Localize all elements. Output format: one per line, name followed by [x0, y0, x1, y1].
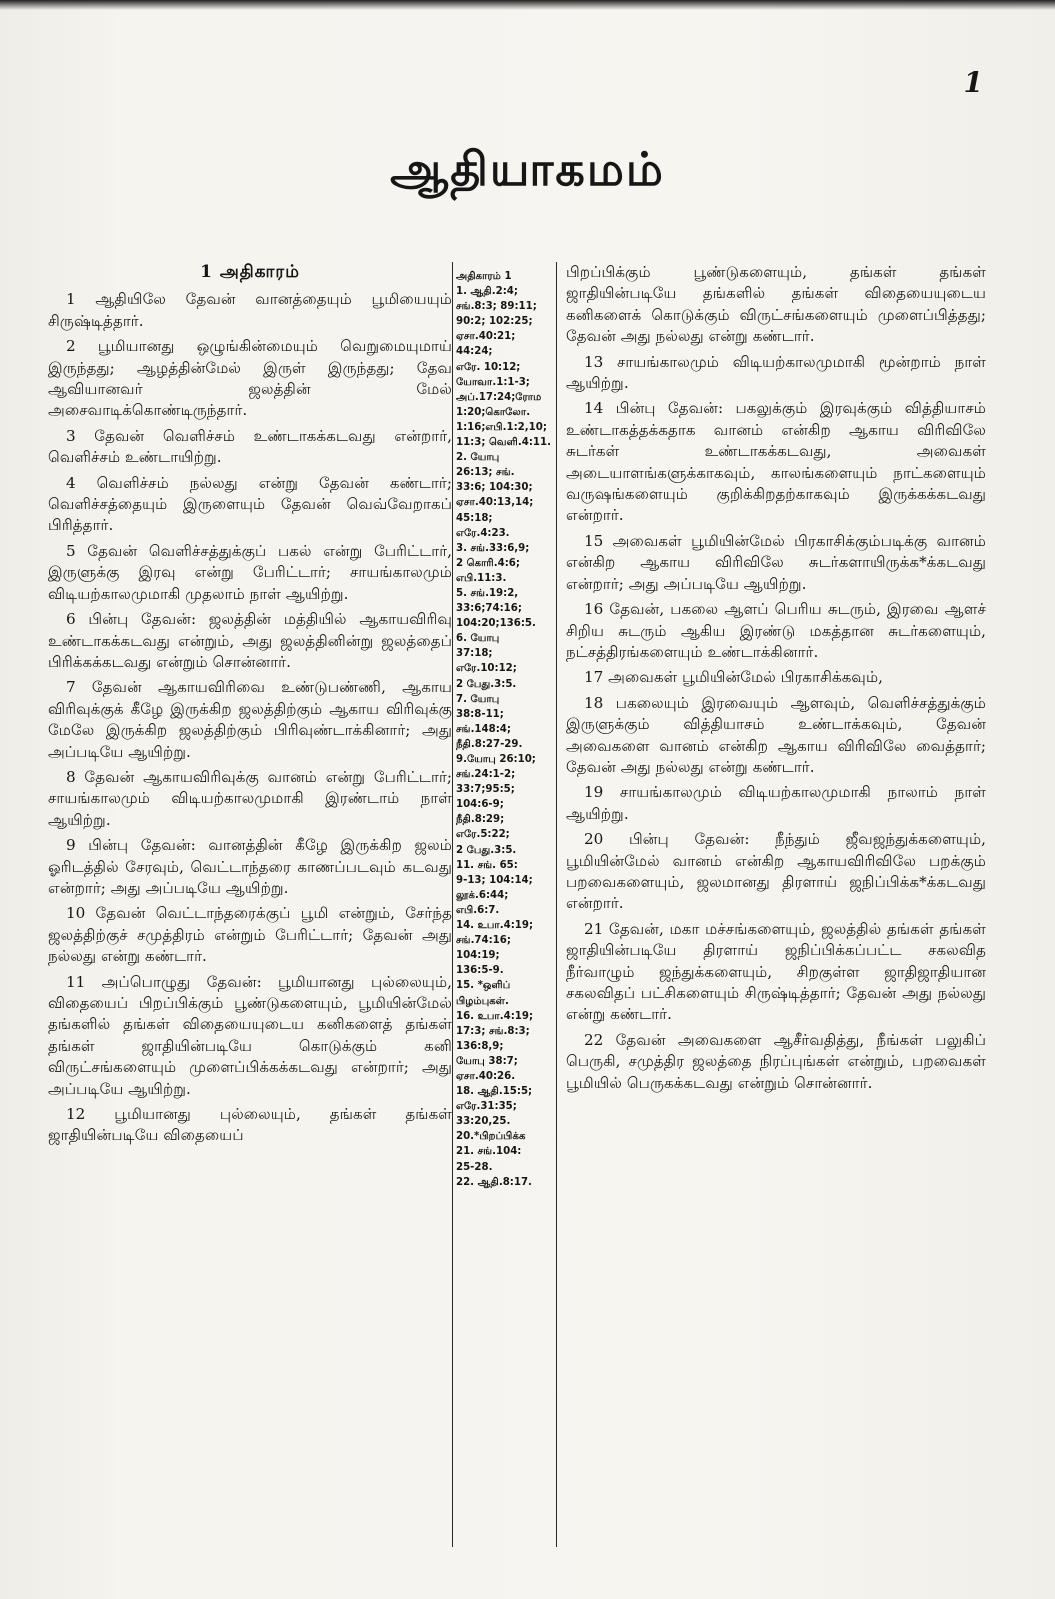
right-text-column [566, 262, 986, 1098]
cross-reference-line: 6. யோபு [456, 633, 500, 645]
column-divider-right [556, 262, 557, 1547]
cross-reference-line: சங்.24:1-2; [456, 769, 516, 781]
cross-reference-line: 1. ஆதி.2:4; [456, 286, 518, 298]
cross-reference-column [456, 270, 552, 1191]
cross-reference-line: அதிகாரம் 1 [456, 271, 512, 282]
cross-reference-line: 26:13; சங். [456, 467, 515, 479]
cross-reference-line: 22. ஆதி.8:17. [456, 1176, 532, 1188]
cross-reference-line: 136:8,9; [456, 1040, 504, 1052]
cross-reference-line: ஏசா.40:26. [456, 1070, 516, 1082]
cross-reference-line: சங்.8:3; 89:11; [456, 301, 537, 313]
cross-reference-line: 11:3; வெளி.4:11. [456, 437, 551, 449]
cross-reference-line: நீதி.8:29; [456, 814, 505, 826]
cross-reference-line: எபி.11:3. [456, 572, 507, 584]
cross-reference-line: 11. சங். 65: [456, 859, 518, 871]
verse: 8 தேவன் ஆகாயவிரிவுக்கு வானம் என்று பேரிட்டார்; சாயங்காலமும் விடியற்காலமுமாகி இரண்டாம் நாள் ஆயிற்று. [48, 767, 452, 829]
cross-reference-line: 104:20;136:5. [456, 618, 536, 630]
cross-reference-line: 2 பேது.3:5. [456, 678, 517, 690]
verse: 20 பின்பு தேவன்: நீந்தும் ஜீவஜந்துக்களையும், பூமியின்மேல் வானம் என்கிற ஆகாயவிரிவிலே பறக்கும் பறவைகளையும், ஜலமானது திரளாய் ஜநிப்பிக்க*க்கடவது என்றார். [566, 830, 986, 913]
verse: 15 அவைகள் பூமியின்மேல் பிரகாசிக்கும்படிக்கு வானம் என்கிற ஆகாய விரிவிலே சுடர்களாயிருக்க*க்கடவது என்றார்; அது அப்படியே ஆயிற்று. [566, 531, 986, 593]
cross-reference-line: ஏசா.40:13,14; [456, 497, 534, 509]
verse: 3 தேவன் வெளிச்சம் உண்டாகக்கடவது என்றார், வெளிச்சம் உண்டாயிற்று. [48, 426, 452, 467]
verse: 22 தேவன் அவைகளை ஆசீர்வதித்து, நீங்கள் பலுகிப் பெருகி, சமுத்திர ஜலத்தை நிரப்புங்கள் என்றும், பறவைகள் பூமியில் பெருகக்கடவது என்றும் சொன்னார். [566, 1030, 986, 1092]
cross-reference-line: 33:20,25. [456, 1116, 511, 1128]
book-title: ஆதியாகமம் [390, 142, 665, 196]
cross-reference-line: பிழம்புகள். [456, 995, 509, 1007]
cross-reference-line: 7. யோபு [456, 693, 500, 705]
verse: 10 தேவன் வெட்டாந்தரைக்குப் பூமி என்றும், சேர்ந்த ஜலத்திற்குச் சமுத்திரம் என்றும் பேரிட்டார்; தேவன் அது நல்லது என்று கண்டார். [48, 904, 452, 966]
chapter-heading: 1 அதிகாரம் [200, 262, 300, 282]
cross-reference-line: சங்.74:16; [456, 935, 511, 947]
verse: 12 பூமியானது புல்லையும், தங்கள் தங்கள் ஜாதியின்படியே விதையைப் [48, 1105, 452, 1145]
verse: 4 வெளிச்சம் நல்லது என்று தேவன் கண்டார்; வெளிச்சத்தையும் இருளையும் தேவன் வெவ்வேறாகப் பிரித்தார். [48, 473, 452, 535]
verse: 21 தேவன், மகா மச்சங்களையும், ஜலத்தில் தங்கள் தங்கள் ஜாதியின்படியே திரளாய் ஜநிப்பிக்கப்பட்ட சகலவித நீர்வாழும் ஜந்துக்களையும், சிறகுள்ள ஜாதிஜாதியான சகலவிதப் பட்சிகளையும் சிருஷ்டித்தார்; தேவன் அது நல்லது என்று கண்டார். [566, 919, 986, 1024]
verse: 7 தேவன் ஆகாயவிரிவை உண்டுபண்ணி, ஆகாய விரிவுக்குக் கீழே இருக்கிற ஜலத்திற்கும் ஆகாய விரிவுக்கு மேலே இருக்கிற ஜலத்திற்கும் பிரிவுண்டாக்கினார்; அது அப்படியே ஆயிற்று. [48, 678, 452, 761]
cross-reference-line: எபி.6:7. [456, 904, 500, 916]
cross-reference-line: எரே.31:35; [456, 1101, 517, 1113]
cross-reference-line: 18. ஆதி.15:5; [456, 1086, 533, 1098]
cross-reference-line: யோபு 38:7; [456, 1055, 518, 1067]
cross-reference-line: 104:6-9; [456, 799, 504, 811]
cross-reference-line: 25-28. [456, 1161, 493, 1173]
column-divider-left [452, 262, 453, 1547]
cross-reference-line: 44:24; [456, 346, 493, 358]
cross-reference-line: லூக்.6:44; [456, 889, 509, 901]
cross-reference-line: எரே.4:23. [456, 527, 510, 539]
verse: 14 பின்பு தேவன்: பகலுக்கும் இரவுக்கும் வித்தியாசம் உண்டாகத்தக்கதாக வானம் என்கிற ஆகாய விரிவிலே சுடர்கள் உண்டாகக்கடவது, அவைகள் அடையாளங்களுக்காகவும், காலங்களையும் நாட்களையும் வருஷங்களையும் குறிக்கிறதற்காகவும் இருக்கக்கடவது என்றார். [566, 399, 986, 525]
cross-reference-line: 2 பேது.3:5. [456, 844, 517, 856]
cross-reference-line: 37:18; [456, 648, 493, 660]
verse: 13 சாயங்காலமும் விடியற்காலமுமாகி மூன்றாம் நாள் ஆயிற்று. [566, 352, 986, 393]
cross-reference-line: 2 கொரி.4:6; [456, 557, 520, 569]
verse: 19 சாயங்காலமும் விடியற்காலமுமாகி நாலாம் நாள் ஆயிற்று. [566, 783, 986, 823]
cross-reference-line: 33:6;74:16; [456, 603, 522, 615]
verse: 1 ஆதியிலே தேவன் வானத்தையும் பூமியையும் சிருஷ்டித்தார். [48, 290, 452, 330]
cross-reference-line: 2. யோபு [456, 452, 500, 464]
cross-reference-line: 14. உபா.4:19; [456, 920, 534, 932]
cross-reference-line: 9-13; 104:14; [456, 874, 533, 886]
cross-reference-line: 33:6; 104:30; [456, 482, 533, 494]
cross-reference-line: ஏசா.40:21; [456, 331, 516, 343]
cross-reference-line: 45:18; [456, 512, 493, 524]
verse: 18 பகலையும் இரவையும் ஆளவும், வெளிச்சத்துக்கும் இருளுக்கும் வித்தியாசம் உண்டாக்கவும், தேவன் அவைகளை வானம் என்கிற ஆகாய விரிவிலே வைத்தார்; தேவன் அது நல்லது என்று கண்டார். [566, 693, 986, 776]
verse: 6 பின்பு தேவன்: ஜலத்தின் மத்தியில் ஆகாயவிரிவு உண்டாகக்கடவது என்றும், அது ஜலத்தினின்று ஜலத்தைப் பிரிக்கக்கடவது என்றும் சொன்னார். [48, 610, 452, 671]
cross-reference-line: அப்.17:24;ரோம [456, 391, 542, 403]
cross-reference-line: 5. சங்.19:2, [456, 587, 519, 599]
cross-reference-line: நீதி.8:27-29. [456, 738, 523, 750]
cross-reference-line: 1:16;எபி.1:2,10; [456, 421, 547, 433]
verse-continuation: பிறப்பிக்கும் பூண்டுகளையும், தங்கள் தங்கள் ஜாதியின்படியே தங்களில் தங்கள் விதையையுடைய கனிகளைக் கொடுக்கும் விருட்சங்களையும் முளைப்பித்தது; தேவன் அது நல்லது என்று கண்டார். [566, 263, 986, 346]
cross-reference-line: யோவா.1:1-3; [456, 376, 530, 388]
left-text-column [48, 262, 452, 1151]
cross-reference-line: 16. உபா.4:19; [456, 1010, 534, 1022]
cross-reference-line: 38:8-11; [456, 708, 504, 720]
verse: 17 அவைகள் பூமியின்மேல் பிரகாசிக்கவும், [584, 668, 883, 687]
cross-reference-line: 20.*பிறப்பிக்க [456, 1131, 526, 1143]
cross-reference-line: 15. *ஒளிப் [456, 980, 511, 992]
cross-reference-line: 33:7;95:5; [456, 784, 515, 796]
cross-reference-line: எரே.5:22; [456, 829, 510, 841]
verse: 2 பூமியானது ஒழுங்கின்மையும் வெறுமையுமாய் இருந்தது; ஆழத்தின்மேல் இருள் இருந்தது; தேவ ஆவியானவர் ஜலத்தின் மேல் அசைவாடிக்கொண்டிருந்தார். [48, 337, 452, 420]
cross-reference-line: 136:5-9. [456, 965, 504, 977]
cross-reference-line: 104:19; [456, 950, 500, 962]
cross-reference-line: எரே. 10:12; [456, 361, 521, 373]
cross-reference-line: 90:2; 102:25; [456, 316, 533, 328]
page-top-shadow [0, 0, 1055, 10]
page-number: 1 [963, 66, 983, 99]
cross-reference-line: எரே.10:12; [456, 663, 517, 675]
verse: 16 தேவன், பகலை ஆளப் பெரிய சுடரும், இரவை ஆளச் சிறிய சுடரும் ஆகிய இரண்டு மகத்தான சுடர்களையும், நட்சத்திரங்களையும் உண்டாக்கினார். [566, 600, 986, 661]
cross-reference-line: சங்.148:4; [456, 723, 511, 735]
verse: 5 தேவன் வெளிச்சத்துக்குப் பகல் என்று பேரிட்டார், இருளுக்கு இரவு என்று பேரிட்டார்; சாயங்காலமும் விடியற்காலமுமாகி முதலாம் நாள் ஆயிற்று. [48, 541, 452, 603]
verse: 11 அப்பொழுது தேவன்: பூமியானது புல்லையும், விதையைப் பிறப்பிக்கும் பூண்டுகளையும், பூமியின்மேல் தங்களில் தங்கள் விதையையுடைய கனிகளைத் தங்கள் தங்கள் ஜாதியின்படியே கொடுக்கும் கனி விருட்சங்களையும் முளைப்பிக்கக்கடவது என்றார்; அது அப்படியே ஆயிற்று. [48, 972, 452, 1098]
cross-reference-line: 21. சங்.104: [456, 1146, 522, 1158]
verse: 9 பின்பு தேவன்: வானத்தின் கீழே இருக்கிற ஜலம் ஓரிடத்தில் சேரவும், வெட்டாந்தரை காணப்படவும் கடவது என்றார்; அது அப்படியே ஆயிற்று. [48, 836, 452, 897]
cross-reference-line: 3. சங்.33:6,9; [456, 542, 530, 554]
cross-reference-line: 17:3; சங்.8:3; [456, 1025, 530, 1037]
cross-reference-line: 9.யோபு 26:10; [456, 754, 536, 765]
cross-reference-line: 1:20;கொலோ. [456, 406, 531, 418]
